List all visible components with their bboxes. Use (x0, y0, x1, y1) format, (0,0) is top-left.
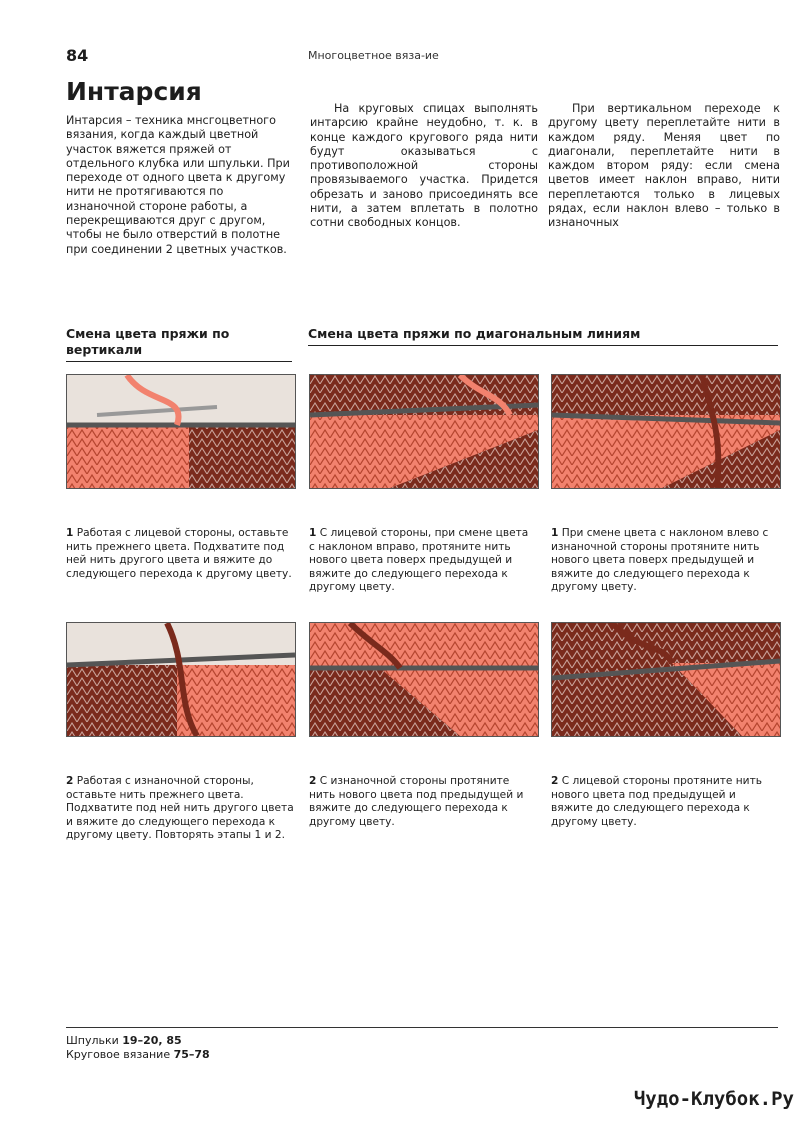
caption-diagonal-right-step-2: 2 С изнаночной стороны протяните нить нового цвета под предыдущей и вяжите до следующего перехода к другому цвету. (309, 775, 524, 828)
intro-column-2: На круговых спицах выполнять интарсию крайне неудобно, т. к. в конце каждого кругового ряда нити будут оказываться с противоположной стороны провязываемого участка. Придется обрезать и заново присоединять все нити, а затем вплетать в полотно сотни свободных концов. (310, 102, 538, 230)
caption-vertical-step-1: 1 Работая с лицевой стороны, оставьте нить прежнего цвета. Подхватите под ней нить другого цвета и вяжите до следующего перехода к другому цвету. (66, 527, 292, 580)
caption-diagonal-left-step-1: 1 При смене цвета с наклоном влево с изнаночной стороны протяните нить нового цвета поверх предыдущей и вяжите до следующего перехода к другому цвету. (551, 527, 769, 594)
illustration-diagonal-left-step-2 (551, 622, 781, 737)
illustration-vertical-step-2 (66, 622, 296, 737)
illustration-vertical-step-1 (66, 374, 296, 489)
page-number: 84 (66, 46, 89, 65)
intro-column-1: Интарсия – техника мнсгоцветного вязания, когда каждый цветной участок вяжется пряжей от отдельного клубка или шпульки. При переходе от одного цвета к другому нити не протягиваются по изнаночной стороне работы, а перекрещиваются друг с другом, чтобы не было отверстий в полотне при соединении 2 цветных участков. (66, 114, 290, 256)
cross-references (66, 1034, 210, 1062)
watermark: Чудо-Клубок.Ру (633, 1088, 794, 1110)
caption-diagonal-left-step-2: 2 С лицевой стороны протяните нить нового цвета под предыдущей и вяжите до следующего перехода к другому цвету. (551, 775, 762, 828)
caption-diagonal-right-step-1: 1 С лицевой стороны, при смене цвета с наклоном вправо, протяните нить нового цвета поверх предыдущей и вяжите до следующего перехода к другому цвету. (309, 527, 529, 594)
illustration-diagonal-right-step-2 (309, 622, 539, 737)
crossref-item[interactable]: Круговое вязание 75–78 (66, 1048, 210, 1061)
intro-column-3: При вертикальном переходе к другому цвету переплетайте нити в каждом ряду. Меняя цвет по диагонали, переплетайте нити в каждом втором ряду: если смена цветов имеет наклон вправо, нити переплетаются только в лицевых рядах, если наклон влево – только в изнаночных (548, 102, 780, 230)
caption-vertical-step-2: 2 Работая с изнаночной стороны, оставьте нить прежнего цвета. Подхватите под ней нить другого цвета и вяжите до следующего перехода к другому цвету. Повторять этапы 1 и 2. (66, 775, 294, 842)
illustration-diagonal-left-step-1 (551, 374, 781, 489)
subhead-vertical: Смена цвета пряжи по вертикали (66, 326, 292, 362)
subhead-diagonal: Смена цвета пряжи по диагональным линиям (308, 326, 778, 346)
illustration-diagonal-right-step-1 (309, 374, 539, 489)
crossref-item[interactable]: Шпульки 19–20, 85 (66, 1034, 182, 1047)
footer-divider (66, 1027, 778, 1028)
page-title: Интарсия (66, 77, 202, 106)
section-title: Многоцветное вяза-ие (308, 49, 439, 62)
